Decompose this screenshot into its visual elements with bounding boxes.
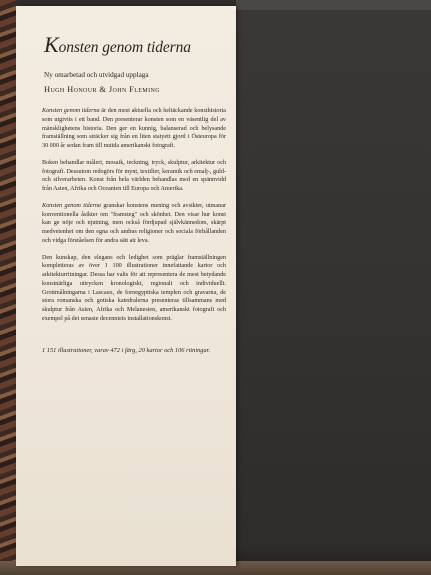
book-title [44, 32, 226, 57]
paragraph-3-lead: Konsten genom tiderna [42, 202, 101, 209]
paragraph-2-text: Boken behandlar måleri, mosaik, teckning, tryck, skulptur, arkitektur och fotografi. Dessutom redogörs för mynt, textilier, keramik och emalj-, guld- och silverarbeten. Konst från hela världen behandlas med en spännvidd från Asien, Afrika och Oceanien till Europa och Amerika. [42, 159, 226, 192]
paragraph-4-text: Den kunskap, den elegans och ledighet som präglar framställningen kompletteras av över 1 100 illustrationer innefattande kartor och arkitekturritningar. Dessa har valts för att representera de mest betydande konstnärliga uttrycken kronologiskt, regionalt och individuellt. Grottmålningarna i Lascaux, de fornegyptiska templen och gravarna, de stora romanska och gotiska katedralerna presenteras tillsammans med skulptur från Asien, Afrika och Melanesien, amerikanskt fotografi och exempel på det senaste decenniets installationskonst. [42, 254, 226, 322]
inside-cover-panel [236, 0, 431, 575]
description-paragraph-2 [42, 159, 226, 194]
book-subtitle: Ny omarbetad och utvidgad upplaga [44, 71, 149, 79]
illustration-count-note: 1 151 illustrationer, varav 472 i färg, 20 kartor och 106 ritningar. [42, 346, 211, 354]
book-title-rest: onsten genom tiderna [58, 39, 191, 56]
dust-jacket-flap [16, 6, 236, 566]
book-authors: Hugh Honour & John Fleming [44, 85, 160, 94]
book-title-initial: K [44, 32, 59, 57]
book-cover-edge [0, 0, 16, 575]
description-paragraph-4 [42, 254, 226, 324]
description-paragraph-3 [42, 202, 226, 246]
paragraph-1-lead: Konsten genom tiderna [42, 108, 100, 114]
paragraph-1-text: är den mest aktuella och heltäckande konsthistoria som utgivits i ett band. Den presenterar konsten som en väsentlig del av mänsklighetens historia. Den ger en kunnig, balanserad och belysande framställning som sträcker sig från en liten statyett gjord i Östeuropa för 30 000 år sedan fram till nutida amerikanskt fotografi. [42, 108, 226, 149]
description-paragraph-1 [42, 107, 226, 151]
paragraph-3-text: granskar konstens mening och avsikter, utmanar konventionella åsikter om "framsteg" och skönhet. Den visar hur konst kan ge nöje och njutning, men också fördjupad självkännedom, skärpt medvetenhet om den egna och andras religioner och sociala förhållanden och vidga förståelsen för andra sätt att leva. [42, 202, 226, 244]
